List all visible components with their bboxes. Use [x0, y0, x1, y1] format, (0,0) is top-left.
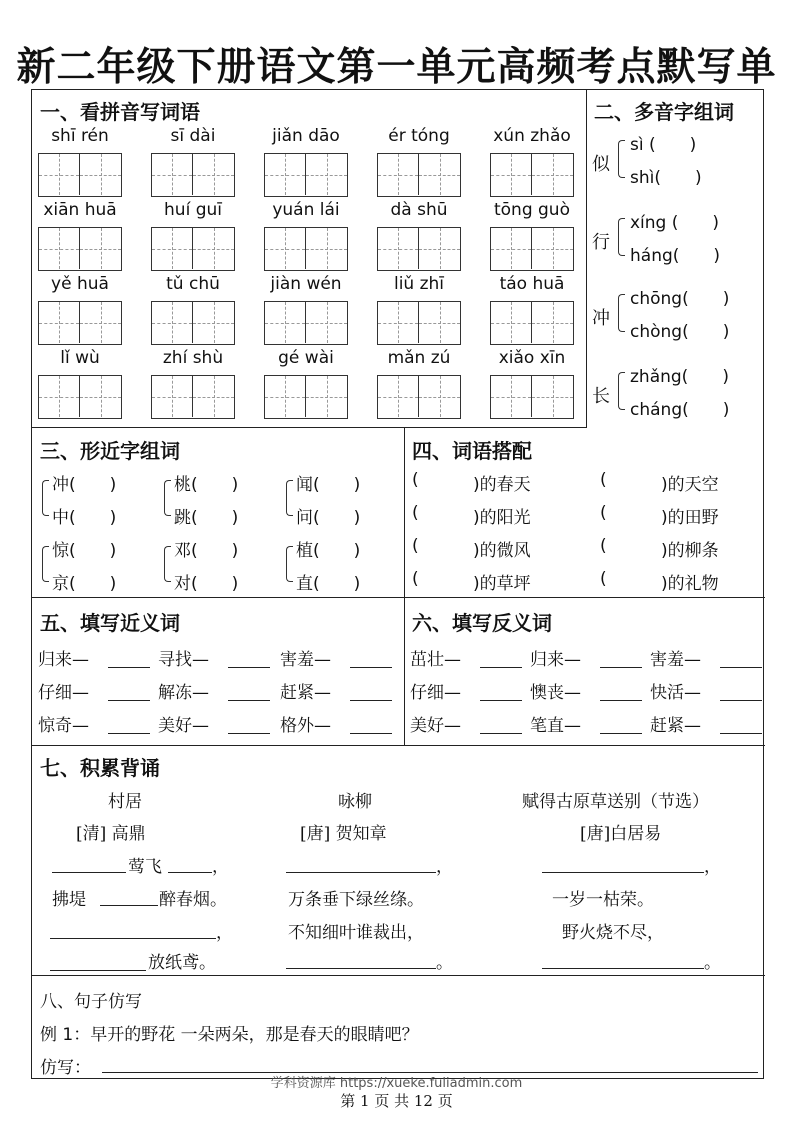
guide-line [306, 397, 347, 398]
grid-cell[interactable] [491, 376, 532, 417]
guide-line [532, 175, 573, 176]
pinyin-label: yě huā [51, 274, 109, 294]
grid-cell[interactable] [265, 228, 306, 269]
guide-line [193, 249, 234, 250]
answer-grid[interactable] [38, 153, 122, 197]
brace [164, 480, 171, 516]
guide-line [80, 175, 121, 176]
similar-char-item[interactable]: 闻( ) [296, 475, 361, 495]
guide-line [491, 175, 531, 176]
similar-char-item[interactable]: 京( ) [52, 574, 117, 594]
grid-cell[interactable] [193, 376, 234, 417]
blank[interactable] [286, 968, 436, 969]
answer-blank[interactable] [720, 733, 762, 734]
paren: ( [600, 569, 607, 589]
polyphone-reading[interactable]: shì( ) [630, 168, 702, 188]
similar-char-item[interactable]: 邓( ) [174, 541, 239, 561]
polyphone-reading[interactable]: sì ( ) [630, 135, 697, 155]
grid-cell[interactable] [532, 228, 573, 269]
guide-line [152, 323, 192, 324]
polyphone-reading[interactable]: chòng( ) [630, 322, 730, 342]
answer-grid[interactable] [151, 301, 235, 345]
guide-line [532, 249, 573, 250]
pinyin-label: shī rén [51, 126, 109, 146]
guide-line [193, 397, 234, 398]
guide-line [265, 249, 305, 250]
grid-cell[interactable] [419, 376, 460, 417]
guide-line [306, 249, 347, 250]
answer-blank[interactable] [108, 733, 150, 734]
grid-cell[interactable] [306, 154, 347, 195]
paren: ( [600, 536, 607, 556]
similar-char-item[interactable]: 中( ) [52, 508, 117, 528]
poem-1-line: 放纸鸢。 [148, 953, 216, 973]
answer-grid[interactable] [377, 153, 461, 197]
polyphone-char: 冲 [592, 308, 610, 329]
paren: ( [412, 470, 419, 490]
antonym-word: 赶紧— [650, 716, 701, 736]
brace [286, 546, 293, 582]
guide-line [306, 323, 347, 324]
poem-3-line: 野火烧不尽， [562, 923, 664, 943]
collocation-item[interactable]: )的天空 [610, 475, 719, 495]
answer-blank[interactable] [720, 667, 762, 668]
pinyin-label: huí guī [164, 200, 222, 220]
synonym-word: 赶紧— [280, 683, 331, 703]
pinyin-label: zhí shù [162, 348, 224, 368]
guide-line [419, 249, 460, 250]
grid-cell[interactable] [378, 376, 419, 417]
collocation-item[interactable]: )的春天 [422, 475, 531, 495]
grid-cell[interactable] [378, 154, 419, 195]
grid-cell[interactable] [532, 302, 573, 343]
pinyin-label: xún zhǎo [493, 126, 571, 146]
poem-2-line: 。 [436, 953, 453, 973]
answer-blank[interactable] [720, 700, 762, 701]
paren: ( [600, 503, 607, 523]
similar-char-item[interactable]: 跳( ) [174, 508, 239, 528]
answer-grid[interactable] [264, 375, 348, 419]
synonym-word: 害羞— [280, 650, 331, 670]
answer-blank[interactable] [228, 667, 270, 668]
guide-line [419, 175, 460, 176]
synonym-word: 仔细— [38, 683, 89, 703]
polyphone-reading[interactable]: zhǎng( ) [630, 367, 729, 387]
answer-grid[interactable] [490, 301, 574, 345]
grid-cell[interactable] [193, 302, 234, 343]
section-synonyms-title: 五、填写近义词 [40, 611, 180, 635]
guide-line [378, 175, 418, 176]
paren: ( [412, 536, 419, 556]
collocation-item[interactable]: )的阳光 [422, 508, 531, 528]
guide-line [152, 175, 192, 176]
brace [164, 546, 171, 582]
similar-char-item[interactable]: 对( ) [174, 574, 239, 594]
poem-1-line: ， [216, 923, 233, 943]
collocation-item[interactable]: )的微风 [422, 541, 531, 561]
grid-cell[interactable] [378, 228, 419, 269]
poem-2-line: 不知细叶谁裁出， [288, 923, 424, 943]
similar-char-item[interactable]: 问( ) [296, 508, 361, 528]
answer-blank[interactable] [108, 700, 150, 701]
pinyin-label: xiān huā [43, 200, 117, 220]
pinyin-label: tōng guò [493, 200, 570, 220]
synonym-word: 美好— [158, 716, 209, 736]
answer-blank[interactable] [480, 700, 522, 701]
synonym-word: 寻找— [158, 650, 209, 670]
poem-1-name: 村居 [108, 792, 142, 812]
guide-line [152, 397, 192, 398]
poem-1-line: 醉春烟。 [159, 890, 227, 910]
section-polyphone-title: 二、多音字组词 [594, 100, 734, 124]
grid-cell[interactable] [378, 302, 419, 343]
section-pinyin-title: 一、看拼音写词语 [40, 100, 200, 124]
poem-3-author: [唐]白居易 [580, 824, 662, 844]
grid-cell[interactable] [306, 376, 347, 417]
answer-blank[interactable] [228, 700, 270, 701]
guide-line [80, 249, 121, 250]
grid-cell[interactable] [265, 154, 306, 195]
guide-line [39, 323, 79, 324]
polyphone-reading[interactable]: háng( ) [630, 246, 721, 266]
antonym-word: 美好— [410, 716, 461, 736]
guide-line [265, 397, 305, 398]
synonym-word: 解冻— [158, 683, 209, 703]
grid-cell[interactable] [80, 154, 121, 195]
poem-2-author: [唐] 贺知章 [300, 824, 387, 844]
paren: ( [412, 569, 419, 589]
guide-line [491, 323, 531, 324]
pinyin-label: táo huā [499, 274, 565, 294]
similar-char-item[interactable]: 惊( ) [52, 541, 117, 561]
guide-line [378, 323, 418, 324]
poem-2-name: 咏柳 [338, 792, 372, 812]
polyphone-char: 长 [592, 386, 610, 407]
poem-3-name: 赋得古原草送别（节选） [522, 792, 709, 812]
antonym-word: 茁壮— [410, 650, 461, 670]
brace [618, 372, 625, 410]
worksheet-title: 新二年级下册语文第一单元高频考点默写单 [16, 44, 777, 90]
blank[interactable] [100, 905, 158, 906]
grid-cell[interactable] [265, 376, 306, 417]
answer-grid[interactable] [151, 227, 235, 271]
footer-site: 学科资源库 https://xueke.fuliadmin.com [270, 1076, 523, 1091]
answer-grid[interactable] [151, 375, 235, 419]
brace [286, 480, 293, 516]
grid-cell[interactable] [152, 228, 193, 269]
grid-cell[interactable] [152, 154, 193, 195]
collocation-item[interactable]: )的礼物 [610, 574, 719, 594]
answer-grid[interactable] [490, 375, 574, 419]
poem-1-line: ， [212, 857, 229, 877]
blank[interactable] [168, 872, 212, 873]
polyphone-char: 似 [592, 154, 610, 175]
section-imitation-title: 八、句子仿写 [40, 992, 142, 1012]
similar-char-item[interactable]: 植( ) [296, 541, 361, 561]
guide-line [265, 175, 305, 176]
similar-char-item[interactable]: 直( ) [296, 574, 361, 594]
pinyin-label: ér tóng [388, 126, 450, 146]
antonym-word: 懊丧— [530, 683, 581, 703]
guide-line [80, 323, 121, 324]
polyphone-reading[interactable]: xíng ( ) [630, 213, 720, 233]
guide-line [378, 249, 418, 250]
blank[interactable] [542, 968, 704, 969]
blank[interactable] [50, 970, 146, 971]
pinyin-label: mǎn zú [387, 348, 451, 368]
answer-blank[interactable] [350, 733, 392, 734]
polyphone-char: 行 [592, 232, 610, 253]
guide-line [419, 397, 460, 398]
poem-2-line: 万条垂下绿丝绦。 [288, 890, 424, 910]
section-collocation-title: 四、词语搭配 [412, 439, 532, 463]
answer-grid[interactable] [38, 375, 122, 419]
grid-cell[interactable] [306, 302, 347, 343]
synonym-word: 格外— [280, 716, 331, 736]
antonym-word: 笔直— [530, 716, 581, 736]
section-antonyms-title: 六、填写反义词 [412, 611, 552, 635]
guide-line [39, 175, 79, 176]
answer-grid[interactable] [490, 227, 574, 271]
guide-line [378, 397, 418, 398]
answer-grid[interactable] [490, 153, 574, 197]
pinyin-label: dà shū [390, 200, 448, 220]
pinyin-label: yuán lái [272, 200, 340, 220]
grid-cell[interactable] [419, 228, 460, 269]
poem-1-author: [清] 高鼎 [76, 824, 146, 844]
brace [42, 480, 49, 516]
grid-cell[interactable] [532, 154, 573, 195]
guide-line [419, 323, 460, 324]
poem-1-line: 拂堤 [52, 890, 86, 910]
brace [618, 294, 625, 332]
pinyin-label: sī dài [170, 126, 216, 146]
polyphone-reading[interactable]: cháng( ) [630, 400, 730, 420]
guide-line [80, 397, 121, 398]
grid-cell[interactable] [39, 228, 80, 269]
pinyin-label: jiàn wén [270, 274, 342, 294]
grid-cell[interactable] [193, 228, 234, 269]
poem-1-line: 莺飞 [128, 857, 162, 877]
grid-cell[interactable] [80, 302, 121, 343]
grid-cell[interactable] [491, 228, 532, 269]
poem-3-line: ， [704, 857, 721, 877]
answer-blank[interactable] [480, 667, 522, 668]
answer-grid[interactable] [38, 301, 122, 345]
grid-cell[interactable] [80, 376, 121, 417]
pinyin-label: jiǎn dāo [272, 126, 340, 146]
answer-blank[interactable] [228, 733, 270, 734]
answer-blank[interactable] [350, 667, 392, 668]
guide-line [491, 249, 531, 250]
section-recitation-title: 七、积累背诵 [40, 756, 160, 780]
grid-cell[interactable] [39, 376, 80, 417]
brace [618, 140, 625, 178]
answer-blank[interactable] [600, 733, 642, 734]
brace [618, 218, 625, 256]
grid-cell[interactable] [419, 154, 460, 195]
imitation-label: 仿写： [40, 1058, 91, 1078]
answer-grid[interactable] [377, 227, 461, 271]
synonym-word: 惊奇— [38, 716, 89, 736]
answer-grid[interactable] [264, 153, 348, 197]
guide-line [152, 249, 192, 250]
poem-2-line: ， [436, 857, 453, 877]
paren: ( [412, 503, 419, 523]
guide-line [491, 397, 531, 398]
worksheet-frame [31, 89, 764, 1079]
blank[interactable] [50, 938, 216, 939]
blank[interactable] [542, 872, 704, 873]
grid-cell[interactable] [152, 376, 193, 417]
answer-blank[interactable] [480, 733, 522, 734]
paren: ( [600, 470, 607, 490]
antonym-word: 仔细— [410, 683, 461, 703]
page-number: 第 1 页 共 12 页 [340, 1092, 453, 1110]
guide-line [306, 175, 347, 176]
guide-line [265, 323, 305, 324]
grid-cell[interactable] [39, 154, 80, 195]
grid-cell[interactable] [419, 302, 460, 343]
answer-grid[interactable] [264, 227, 348, 271]
answer-blank[interactable] [600, 700, 642, 701]
guide-line [39, 397, 79, 398]
answer-grid[interactable] [264, 301, 348, 345]
grid-cell[interactable] [265, 302, 306, 343]
answer-grid[interactable] [377, 375, 461, 419]
grid-cell[interactable] [152, 302, 193, 343]
blank[interactable] [52, 872, 126, 873]
grid-cell[interactable] [532, 376, 573, 417]
answer-blank[interactable] [600, 667, 642, 668]
collocation-item[interactable]: )的柳条 [610, 541, 719, 561]
answer-grid[interactable] [151, 153, 235, 197]
answer-grid[interactable] [38, 227, 122, 271]
pinyin-label: lǐ wù [60, 348, 100, 368]
pinyin-label: tǔ chū [166, 274, 220, 294]
guide-line [193, 175, 234, 176]
guide-line [532, 323, 573, 324]
grid-cell[interactable] [306, 228, 347, 269]
grid-cell[interactable] [80, 228, 121, 269]
pinyin-label: liǔ zhī [393, 274, 445, 294]
pinyin-label: xiǎo xīn [498, 348, 566, 368]
section-similar-chars-title: 三、形近字组词 [40, 439, 180, 463]
antonym-word: 快活— [650, 683, 701, 703]
answer-blank[interactable] [350, 700, 392, 701]
guide-line [193, 323, 234, 324]
poem-3-line: 一岁一枯荣。 [552, 890, 654, 910]
antonym-word: 害羞— [650, 650, 701, 670]
polyphone-reading[interactable]: chōng( ) [630, 289, 730, 309]
guide-line [39, 249, 79, 250]
collocation-item[interactable]: )的草坪 [422, 574, 531, 594]
similar-char-item[interactable]: 冲( ) [52, 475, 117, 495]
similar-char-item[interactable]: 桃( ) [174, 475, 239, 495]
imitation-example: 例 1：早开的野花 一朵两朵，那是春天的眼睛吧？ [40, 1025, 419, 1045]
brace [42, 546, 49, 582]
grid-cell[interactable] [39, 302, 80, 343]
poem-3-line: 。 [704, 953, 721, 973]
answer-grid[interactable] [377, 301, 461, 345]
grid-cell[interactable] [491, 154, 532, 195]
answer-blank[interactable] [108, 667, 150, 668]
grid-cell[interactable] [193, 154, 234, 195]
blank[interactable] [286, 872, 436, 873]
pinyin-label: gé wài [278, 348, 334, 368]
collocation-item[interactable]: )的田野 [610, 508, 719, 528]
synonym-word: 归来— [38, 650, 89, 670]
antonym-word: 归来— [530, 650, 581, 670]
guide-line [532, 397, 573, 398]
grid-cell[interactable] [491, 302, 532, 343]
